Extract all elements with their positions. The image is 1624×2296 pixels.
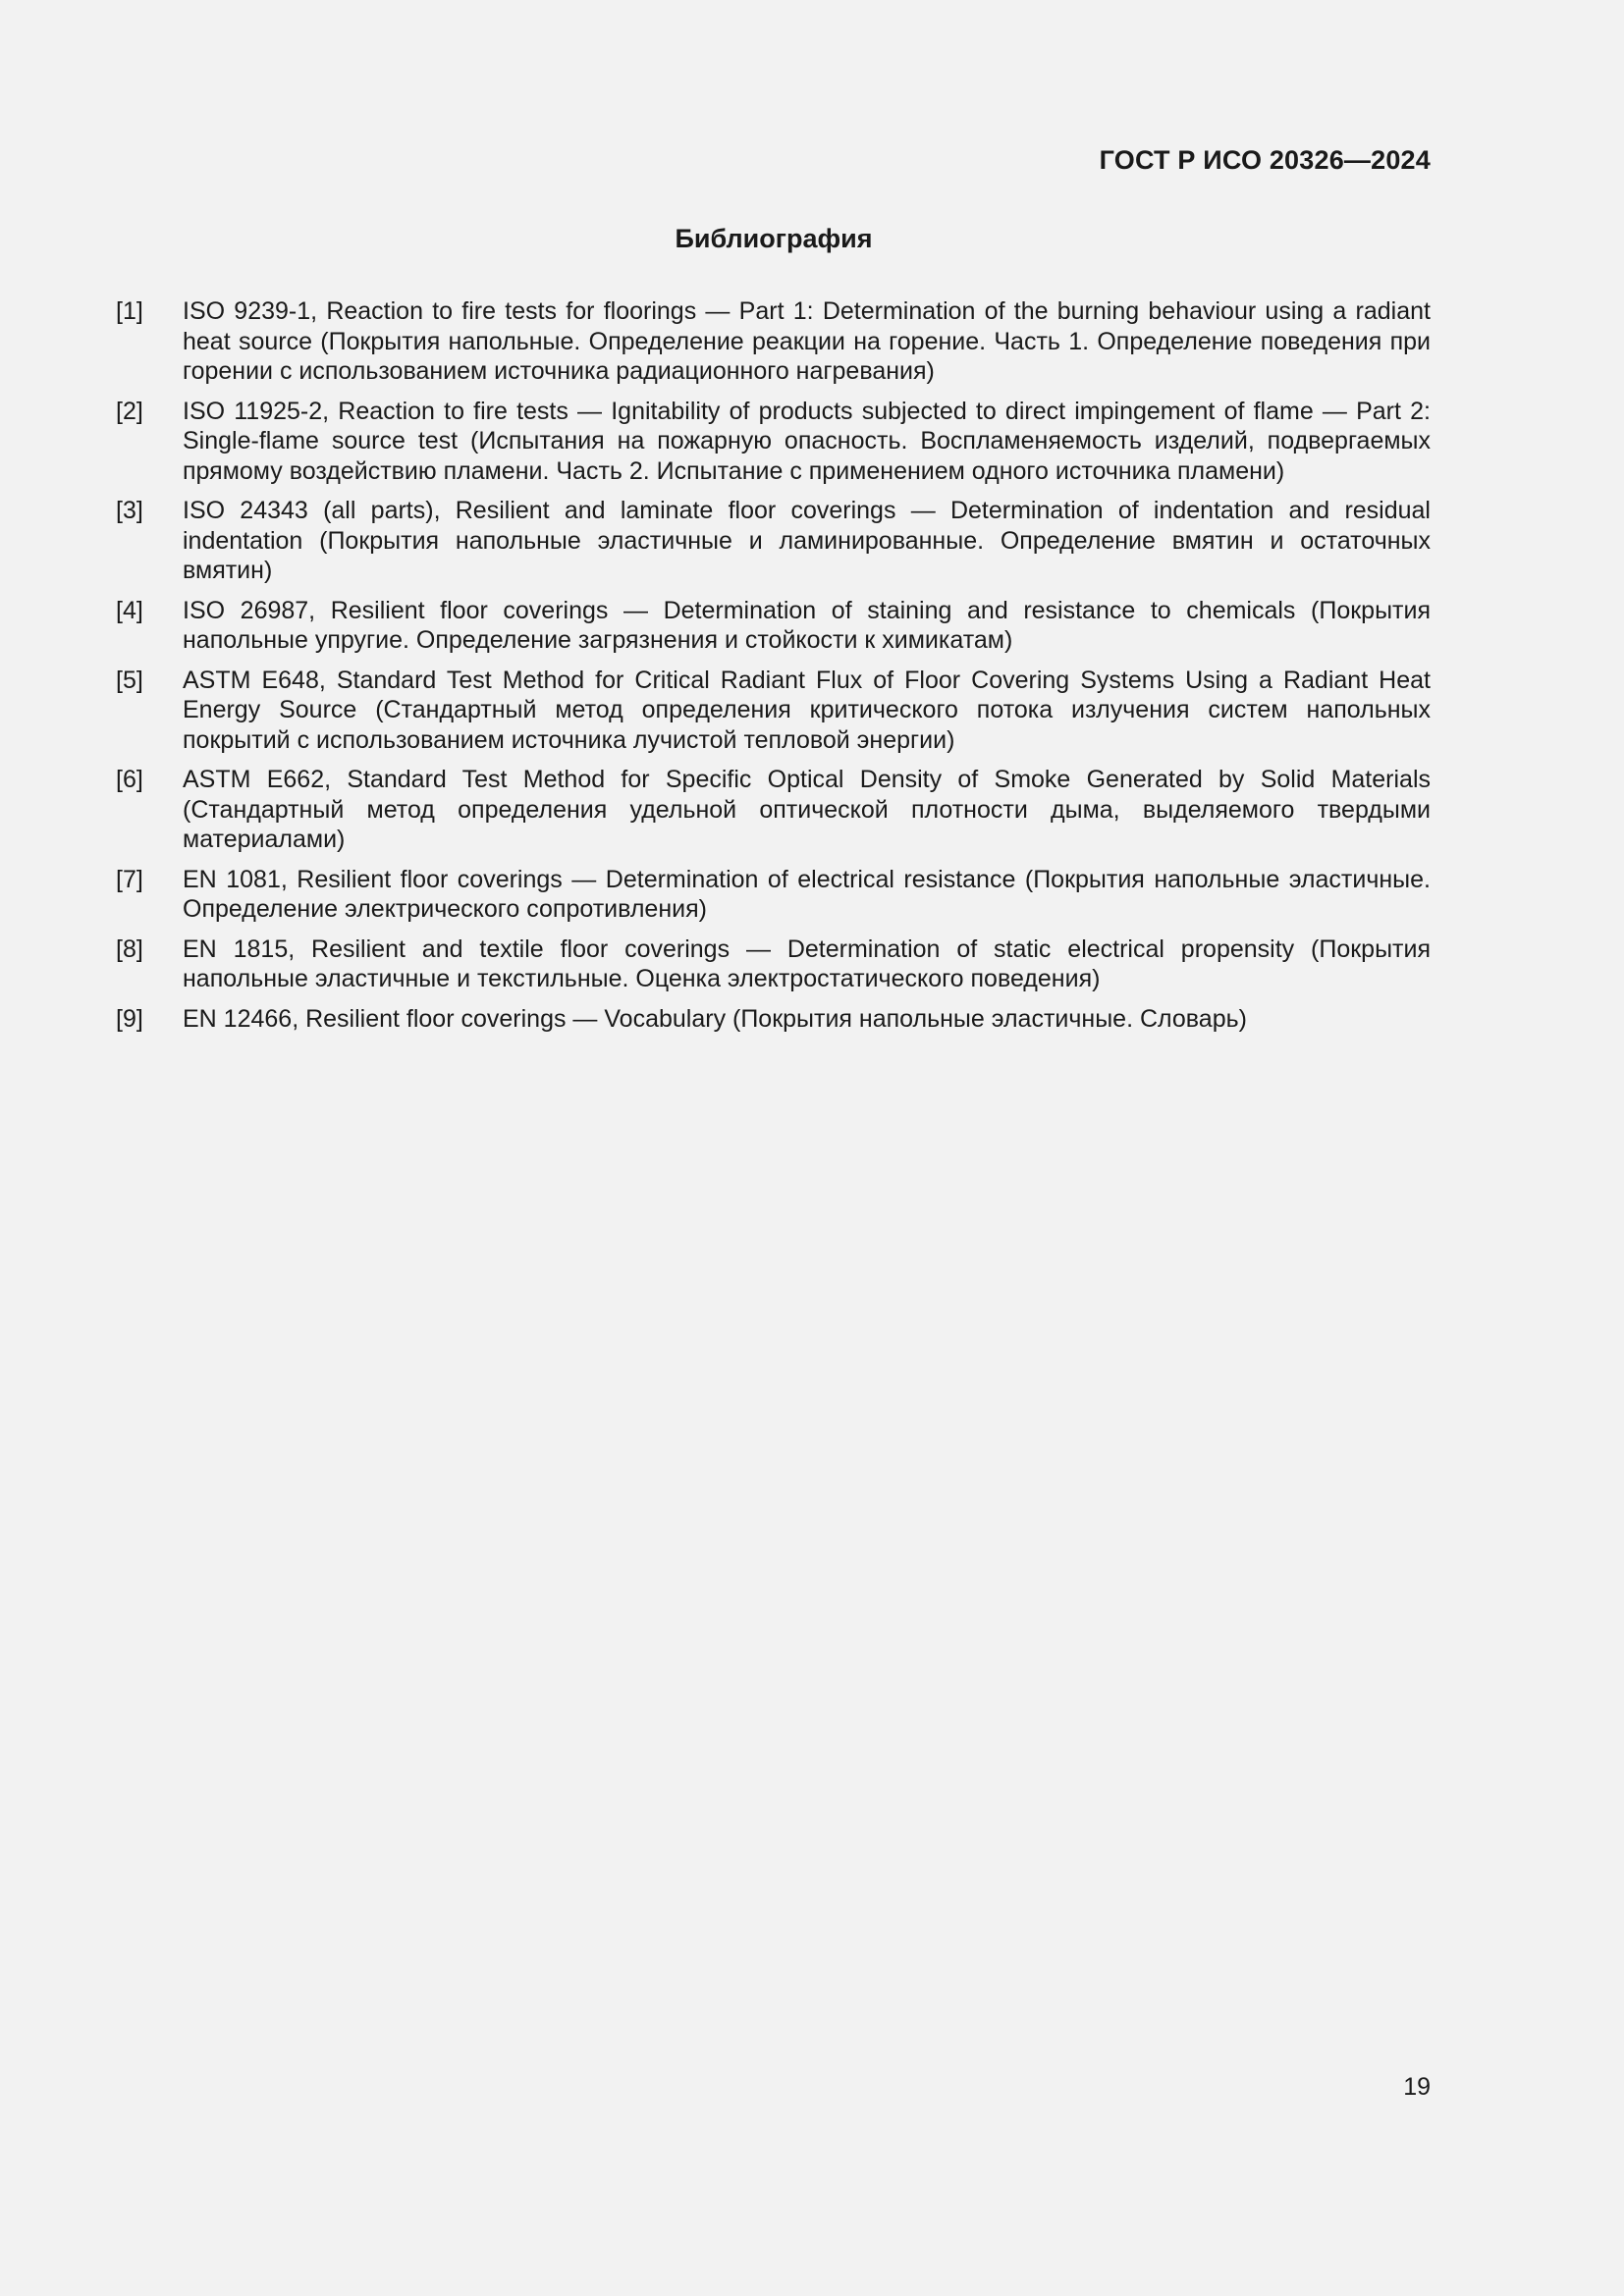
entry-text: EN 1815, Resilient and textile floor coverings — Determination of static electrical propensity (Покрытия напольные эластичные и текстильные. Оценка электростатического поведения) (183, 934, 1431, 992)
bibliography-title: Библиография (675, 224, 873, 253)
bibliography-entry-7 (116, 865, 1431, 925)
entry-text: EN 1081, Resilient floor coverings — Determination of electrical resistance (Покрытия напольные эластичные. Определение электрического сопротивления) (183, 865, 1431, 923)
entry-text: ISO 9239-1, Reaction to fire tests for floorings — Part 1: Determination of the burning behaviour using a radiant heat source (Покрытия напольные. Определение реакции на горение. Часть 1. Определение поведения при горении с использованием источника радиационного нагревания) (183, 297, 1431, 385)
standard-code-header: ГОСТ Р ИСО 20326—2024 (1099, 145, 1431, 175)
entry-number: [8] (116, 934, 143, 963)
bibliography-entry-2 (116, 397, 1431, 487)
entry-number: [3] (116, 497, 143, 524)
bibliography-entry-9 (116, 1004, 1431, 1035)
entry-text: ASTM E662, Standard Test Method for Specific Optical Density of Smoke Generated by Solid Materials (Стандартный метод определения удельной оптической плотности дыма, выделяемого твердыми материалами) (183, 766, 1431, 853)
entry-text: ISO 24343 (all parts), Resilient and laminate floor coverings — Determination of indentation and residual indentation (Покрытия напольные эластичные и ламинированные. Определение вмятин и остаточных вмятин) (183, 497, 1431, 584)
entry-number: [4] (116, 596, 143, 624)
bibliography-entry-5 (116, 666, 1431, 756)
bibliography-entry-3 (116, 496, 1431, 586)
entry-number: [9] (116, 1004, 143, 1033)
entry-number: [7] (116, 865, 143, 893)
entry-text: ASTM E648, Standard Test Method for Critical Radiant Flux of Floor Covering Systems Using a Radiant Heat Energy Source (Стандартный метод определения критического потока излучения систем напольных покрытий с использованием источника лучистой тепловой энергии) (183, 666, 1431, 754)
bibliography-entry-8 (116, 934, 1431, 994)
entry-text: EN 12466, Resilient floor coverings — Vocabulary (Покрытия напольные эластичные. Словарь) (183, 1004, 1247, 1033)
entry-number: [5] (116, 666, 143, 694)
bibliography-entry-1 (116, 296, 1431, 387)
bibliography-list (116, 296, 1431, 1043)
entry-text: ISO 26987, Resilient floor coverings — Determination of staining and resistance to chemicals (Покрытия напольные упругие. Определение загрязнения и стойкости к химикатам) (183, 596, 1431, 654)
page-number: 19 (1403, 2073, 1431, 2101)
entry-number: [1] (116, 297, 143, 325)
bibliography-entry-6 (116, 765, 1431, 855)
entry-text: ISO 11925-2, Reaction to fire tests — Ignitability of products subjected to direct impingement of flame — Part 2: Single-flame source test (Испытания на пожарную опасность. Воспламеняемость изделий, подвергаемых прямому воздействию пламени. Часть 2. Испытание с применением одного источника пламени) (183, 397, 1431, 485)
bibliography-entry-4 (116, 596, 1431, 656)
entry-number: [6] (116, 766, 143, 793)
entry-number: [2] (116, 397, 143, 425)
